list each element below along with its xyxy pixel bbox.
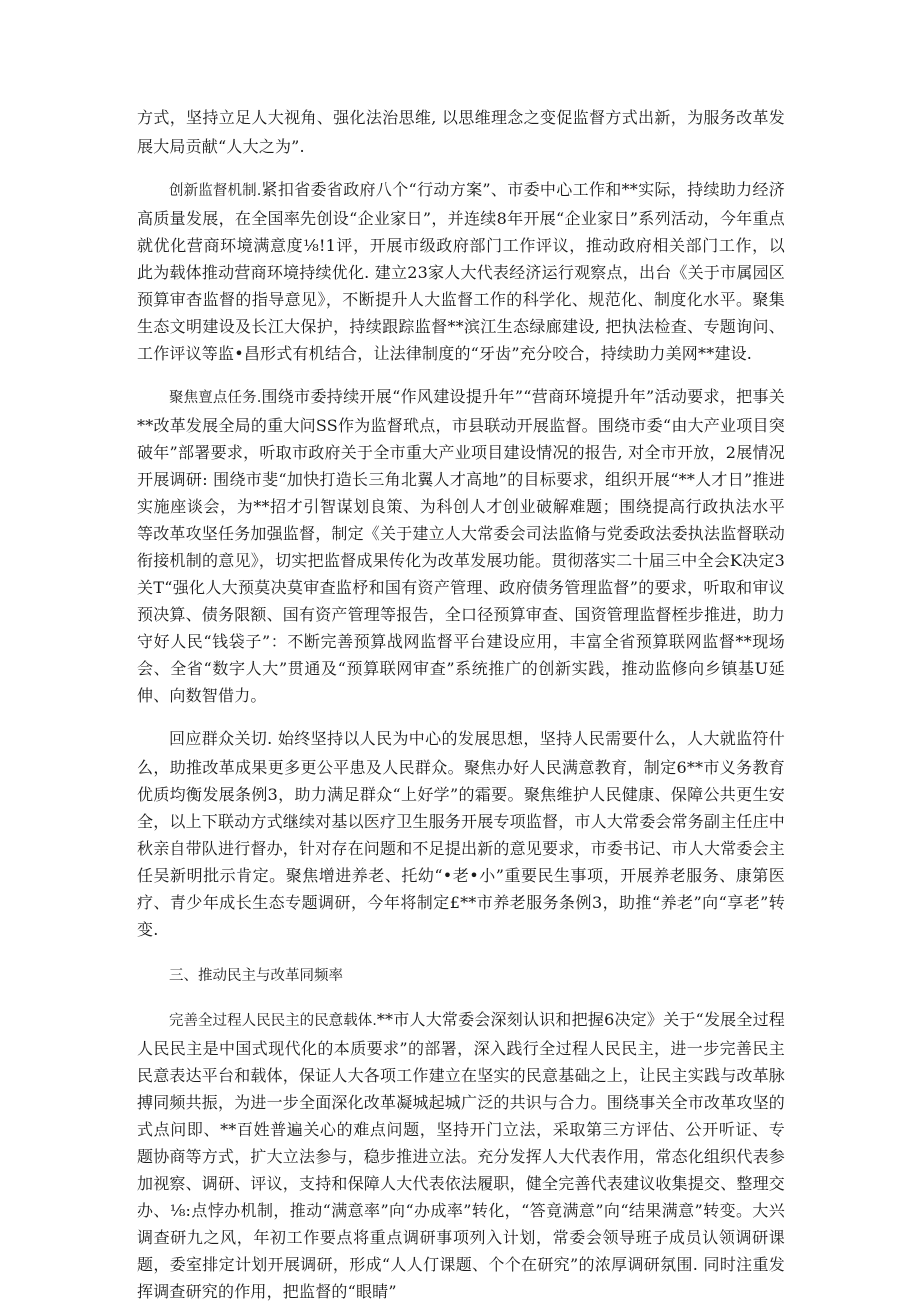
section-heading: 三、推动民主与改革同频率 xyxy=(169,968,343,984)
paragraph-lead: 创新监督机制. xyxy=(169,183,262,199)
paragraph-text: 紧扣省委省政府八个“行动方案”、市委中心工作和**实际，持续助力经济高质量发展，在全国率先创设“企业家日”，并连续8年开展“企业家日”系列活动，今年重点就优化营商环境满意度⅛!1评，开展市级政府部门工作评议，推动政府相关部门工作，以此为载体推动营商环境持续优化. 建立23家人大代表经济运行观察点，出台《关于市属园区预算审杳监督的指导意见》，不断提升人大监督工作的科学化、规范化、制度化水平。聚集生态文明建设及长江大保护，持续跟踪监督**滨江生态绿廊建设, 把执法检查、专题询问、工作评议等监•昌形式有机结合，让法律制度的“牙齿”充分咬合，持续助力美网**建设. xyxy=(137,180,785,363)
paragraph-text: 方式，坚持立足人大视角、强化法治思维, 以思维理念之变促监督方式出新，为服务改革发展大局贡献“人大之为”. xyxy=(137,108,785,156)
paragraph-innovate-supervision xyxy=(137,176,785,367)
paragraph-continuation xyxy=(137,104,785,160)
paragraph-text: **市人大常委会深刻认识和把握6决定》关于“发展全过程人民民主是中国式现代化的本质要求”的部署，深入践行全过程人民民主，进一步完善民主民意表达平台和载体，保证人大各项工作建立在坚实的民意基础之上，让民主实践与改革脉搏同频共振，为进一步全面深化改革凝城起城广泛的共识与合力。围绕事关全市改革攻坚的式点问即、**百姓普遍关心的难点问题，坚持开门立法，采取第三方评估、公开听证、专题协商等方式，扩大立法参与，稳步推进立法。充分发挥人大代表作用，常态化组织代表参加视察、调研、评议，支持和保障人大代表依法履职，健全完善代表建议收集提交、整理交办、⅛:点悖办机制，推动“满意率”向“办成率”转化，“答竟满意”向“结果满意”转变。大兴调查研九之风，年初工作要点将重点调研事项列入计划，常委会领导班子成员认领调研课题，委室排定计划开展调研，形成“人人仃课题、个个在研究”的浓厚调研氛围. 同时注重发挥调查研究的作用，把监督的“眼睛” xyxy=(137,1010,786,1301)
paragraph-text: 围绕市委持续开展“作风建设提升年”“营商环境提升年”活动要求，把事关**改革发展全局的重大问SS作为监督玳点，市县联动开展监督。围绕市委“由大产业项目突破年”部署要求，听取市政府关于全市重大产业项目建设情况的报告, 对全市开放，2展情况开展调研: 围绕市斐“加快打造长三角北翼人才高地”的目标要求，组织开展“**人才日”推进实施座谈会，为**招才引智谋划良策、为科创人才创业破解难题；围绕提高行政执法水平等改革攻坚任务加强监督，制定《关于建立人大常委会司法监脩与党委政法委执法监督联动衔接机制的意见》，切实把监督成果传化为改革发展功能。贯彻落实二十届三中全会K决定3关T“强化人大预莫决莫审查监杼和国有资产管理、政府债务管理监督”的要求，听取和审议预决算、债务限额、国有资产管理等报告，全口径预算审查、国资管理监督桎步推进，助力守好人民“钱袋子”：不断完善预算战网监督平台建设应用，丰富全省预算联网监督**现场会、全省“数字人大”贯通及“预算联网审查”系统推广的创新实践，推动监修向乡镇基U延伸、向数智借力。 xyxy=(137,387,786,705)
paragraph-lead: 完善全过程人民民主的民意载体. xyxy=(169,1013,377,1029)
paragraph-text: 回应群众关切. 始终坚持以人民为中心的发展思想，坚持人民需要什么，人大就监符什么，助推改革成果更多更公平患及人民群众。聚焦办好人民满意教育，制定6**市义务教育优质均衡发展条例3，助力满足群众“上好学”的霜要。聚焦维护人民健康、保障公共更生安全，以上下联动方式继续对基以医疗卫生服务开展专项监督，市人大常委会常务副主任庄中秋亲自带队进行督办，针对存在问题和不足提出新的意见要求，市委书记、市人大常委会主任吴新明批示肯定。聚焦增进养老、托幼“•老•小”重要民生事项，开展养老服务、康第医疗、青少年成长生态专题调研，今年将制定£**市养老服务条例3，助推“养老”向“享老”转变. xyxy=(137,729,786,939)
paragraph-lead: 聚焦亶点任务. xyxy=(169,390,262,406)
paragraph-key-tasks xyxy=(137,383,785,709)
paragraph-public-concerns xyxy=(137,725,785,943)
paragraph-whole-process-democracy xyxy=(137,1006,785,1305)
document-body xyxy=(137,104,785,1305)
